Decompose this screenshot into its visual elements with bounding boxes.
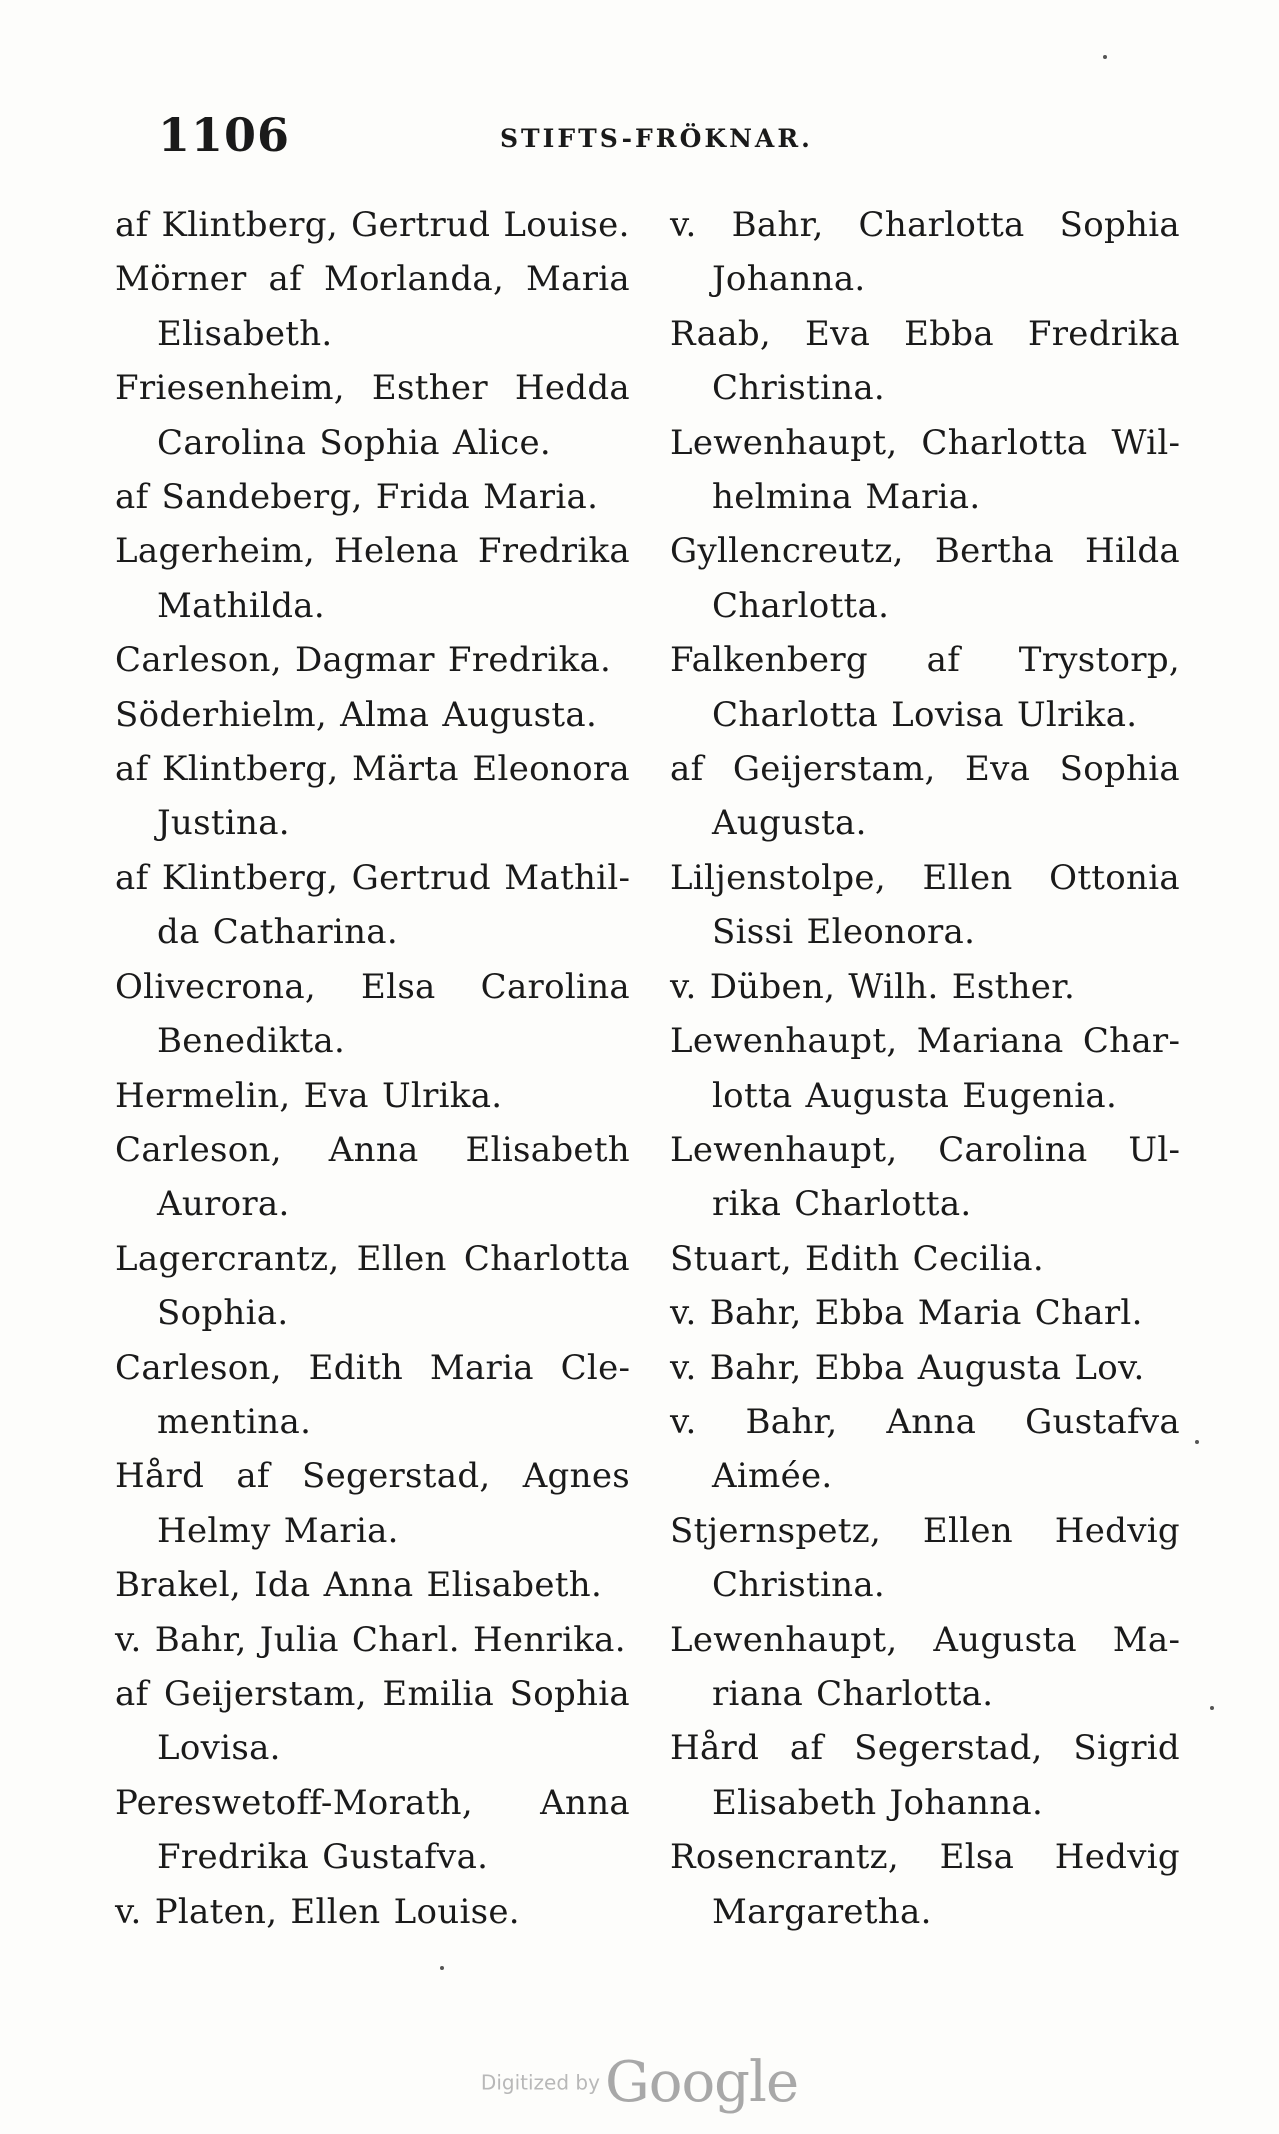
list-item: af Klintberg, Gertrud Louise.: [115, 205, 630, 245]
list-item: Hård af Segerstad, Sigrid Elisabeth Johanna.: [670, 1728, 1180, 1823]
ink-speck: [1210, 1706, 1214, 1710]
list-item: Lewenhaupt, Charlotta Wilhelmina Maria.: [670, 422, 1180, 518]
list-item: Lagercrantz, Ellen Charlotta Sophia.: [115, 1238, 630, 1334]
list-item: Gyllencreutz, Bertha Hilda Charlotta.: [670, 531, 1180, 626]
list-item: v. Bahr, Julia Charl. Henrika.: [115, 1619, 626, 1660]
list-item: af Klintberg, Märta Eleonora Justina.: [115, 749, 630, 844]
left-column: [115, 198, 630, 1939]
list-item: af Sandeberg, Frida Maria.: [115, 477, 599, 518]
ink-speck: [1195, 1440, 1199, 1444]
list-item: Mörner af Morlanda, Maria Elisabeth.: [115, 259, 630, 354]
list-item: Liljenstolpe, Ellen Ottonia Sissi Eleonora.: [670, 857, 1180, 953]
google-logo: Google: [605, 2050, 799, 2115]
list-item: Lagerheim, Helena Fredrika Mathilda.: [115, 531, 630, 626]
list-item: Olivecrona, Elsa Carolina Benedikta.: [115, 966, 630, 1062]
list-item: v. Bahr, Ebba Augusta Lov.: [670, 1347, 1145, 1388]
list-item: af Geijerstam, Eva Sophia Augusta.: [670, 749, 1180, 844]
list-item: af Klintberg, Gertrud Mathilda Catharina.: [115, 857, 630, 953]
list-item: v. Düben, Wilh. Esther.: [670, 966, 1076, 1007]
list-item: v. Bahr, Anna Gustafva Aimée.: [670, 1401, 1180, 1497]
list-item: Lewenhaupt, Augusta Mariana Charlotta.: [670, 1619, 1180, 1714]
ink-speck: [1103, 55, 1107, 59]
list-item: Hermelin, Eva Ulrika.: [115, 1075, 503, 1116]
list-item: Söderhielm, Alma Augusta.: [115, 694, 598, 735]
ink-speck: [440, 1966, 444, 1970]
list-item: Raab, Eva Ebba Fredrika Christina.: [670, 313, 1180, 409]
list-item: Carleson, Anna Elisabeth Aurora.: [115, 1129, 630, 1225]
page-number: 1106: [158, 108, 291, 162]
running-head: STIFTS-FRÖKNAR.: [500, 124, 813, 153]
list-item: Carleson, Dagmar Fredrika.: [115, 640, 612, 681]
digitization-watermark: [0, 2050, 1279, 2115]
digitized-label: Digitized by: [480, 2070, 600, 2095]
list-item: Carleson, Edith Maria Clementina.: [115, 1347, 630, 1442]
list-item: Stjernspetz, Ellen Hedvig Christina.: [670, 1510, 1180, 1606]
list-item: v. Bahr, Charlotta Sophia Johanna.: [670, 205, 1180, 300]
list-item: Stuart, Edith Cecilia.: [670, 1238, 1044, 1279]
list-item: v. Bahr, Ebba Maria Charl.: [670, 1293, 1143, 1334]
list-item: Lewenhaupt, Mariana Charlotta Augusta Eugenia.: [670, 1021, 1180, 1116]
list-item: Friesenheim, Esther Hedda Carolina Sophia Alice.: [115, 368, 630, 463]
list-item: v. Platen, Ellen Louise.: [115, 1891, 520, 1932]
right-column: [670, 198, 1180, 1939]
list-item: Pereswetoff-Morath, Anna Fredrika Gustafva.: [115, 1782, 630, 1878]
list-item: af Geijerstam, Emilia Sophia Lovisa.: [115, 1673, 630, 1769]
list-item: Rosencrantz, Elsa Hedvig Margaretha.: [670, 1837, 1180, 1932]
list-item: Brakel, Ida Anna Elisabeth.: [115, 1565, 603, 1606]
list-item: Lewenhaupt, Carolina Ulrika Charlotta.: [670, 1129, 1180, 1225]
list-item: Hård af Segerstad, Agnes Helmy Maria.: [115, 1456, 630, 1551]
list-item: Falkenberg af Trystorp, Charlotta Lovisa Ulrika.: [670, 640, 1180, 735]
